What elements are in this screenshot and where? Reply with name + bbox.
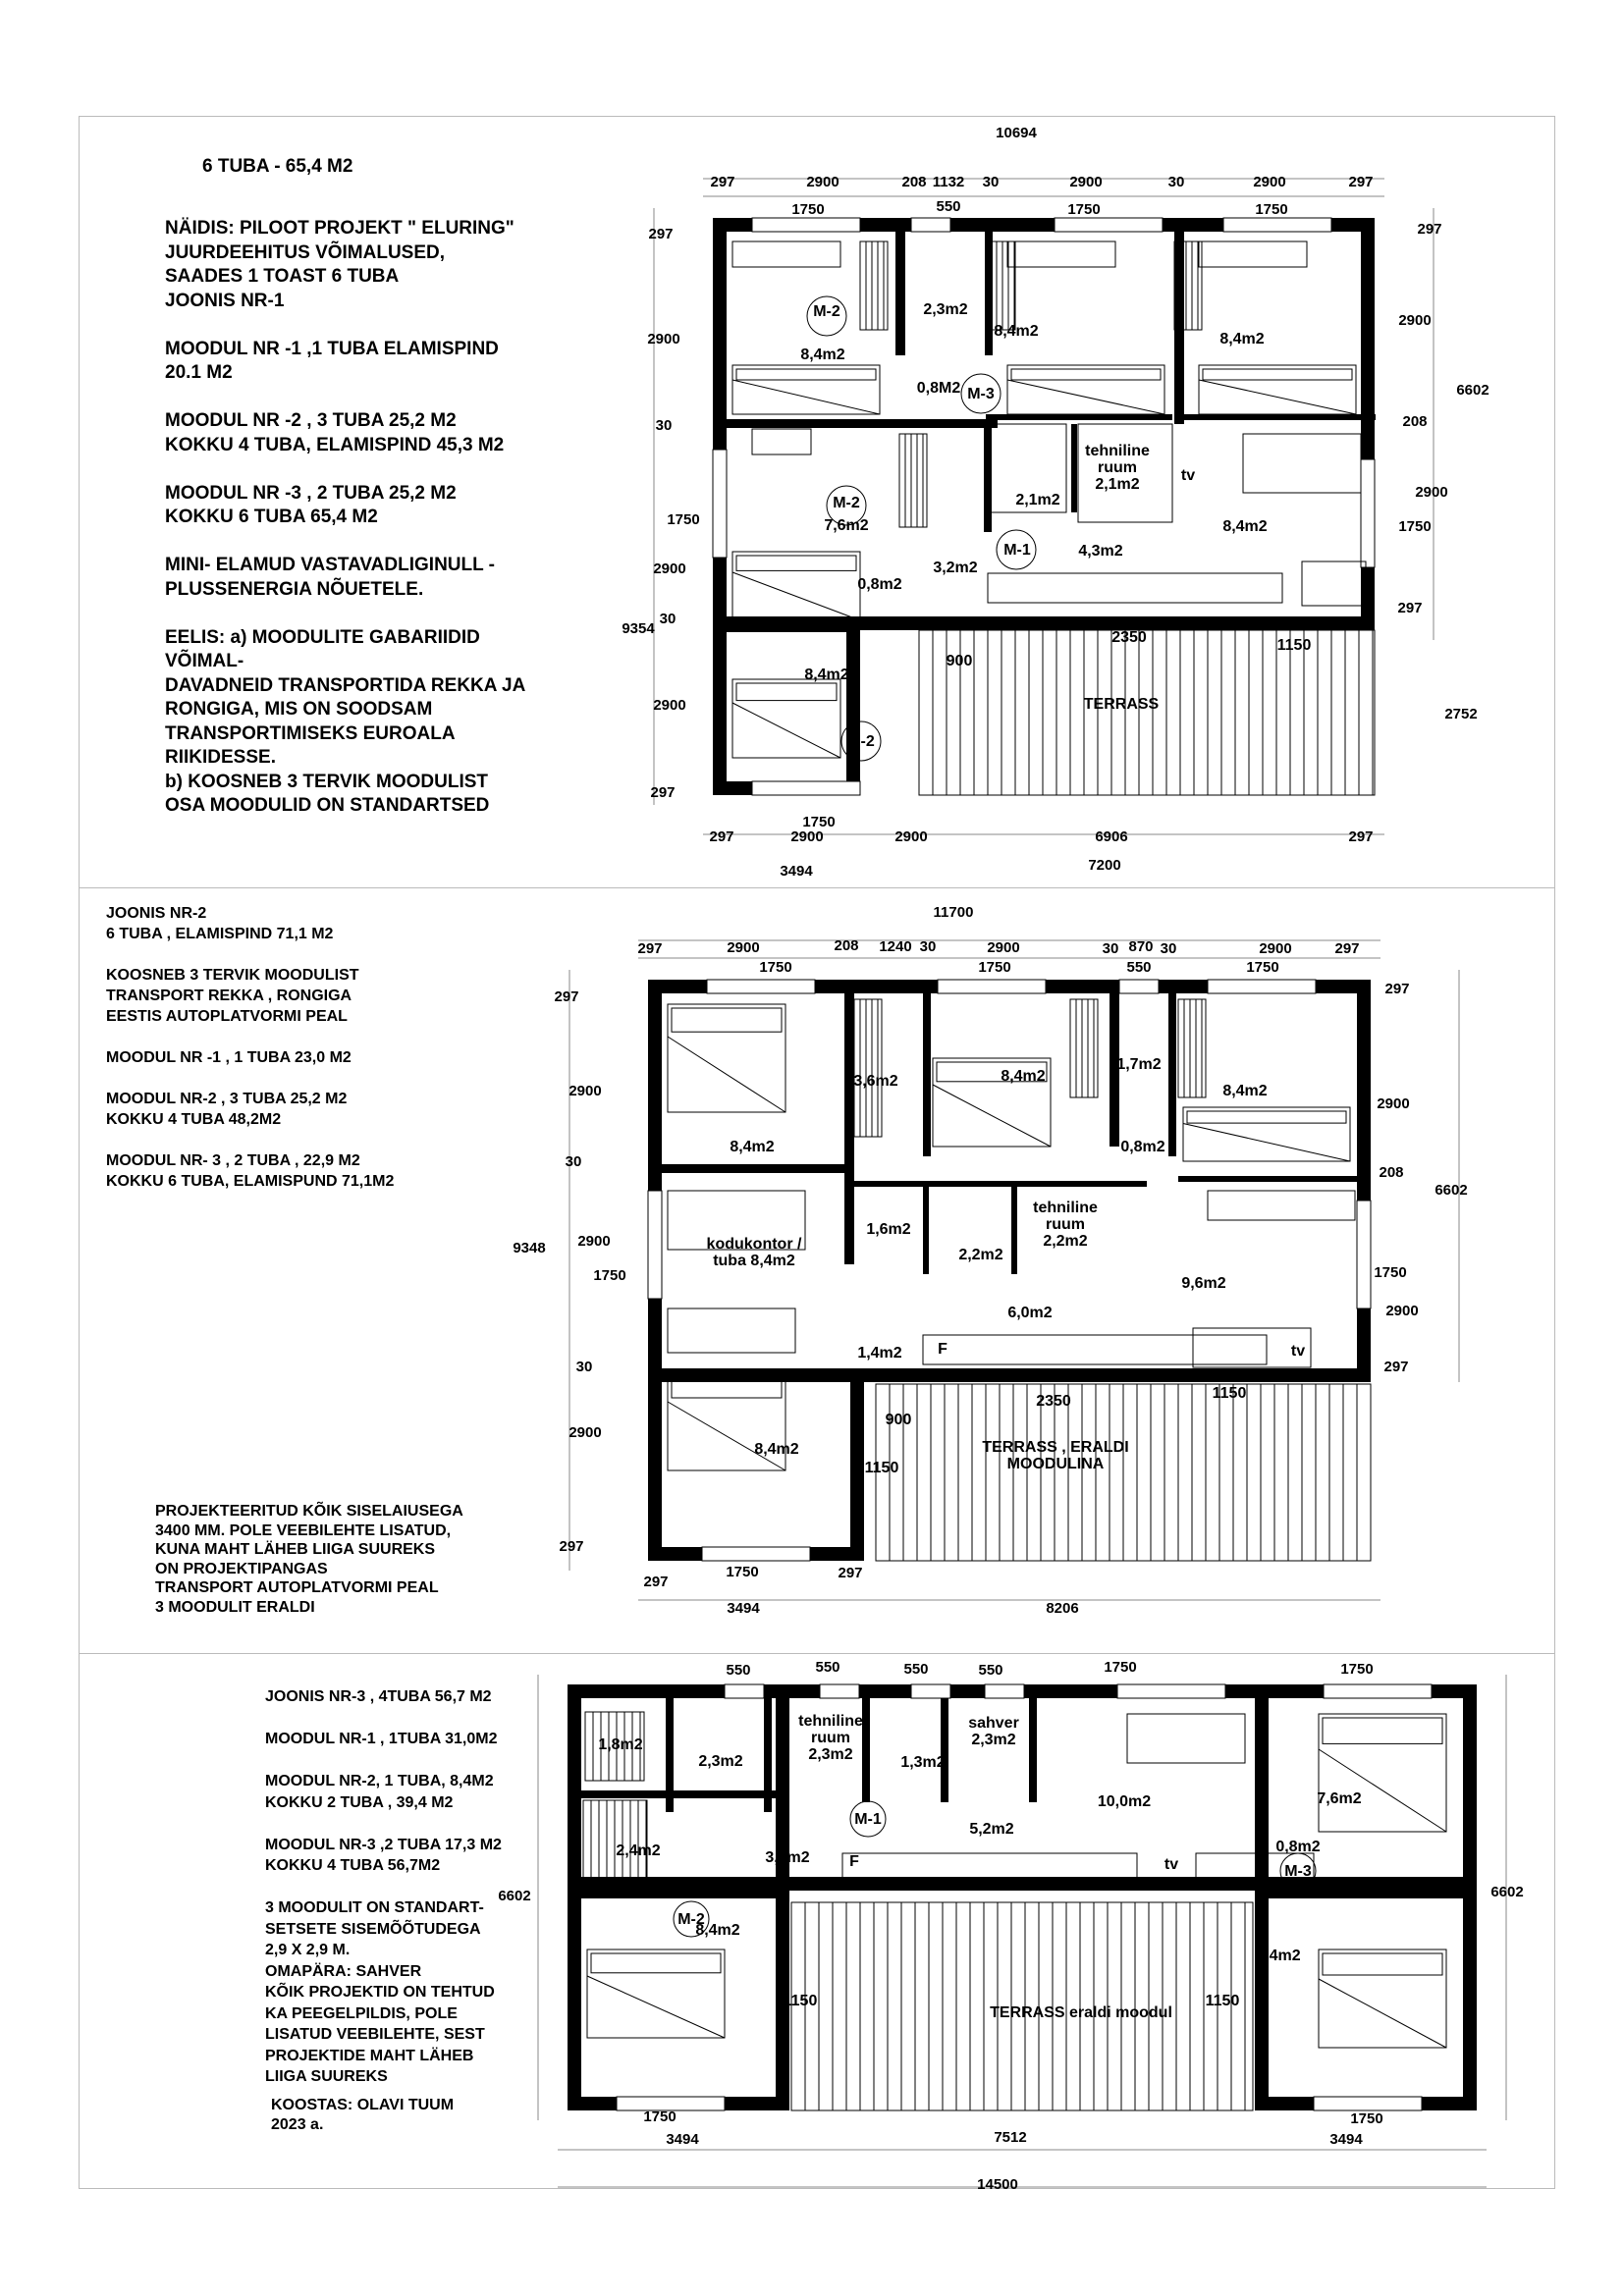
plan1-bed-5-sheet — [732, 703, 840, 758]
plan2-sofa — [1208, 1191, 1355, 1220]
plan2-bed-3-pillow — [1187, 1111, 1346, 1123]
plan2-room-label: 9,6m2 — [1181, 1275, 1226, 1292]
plan2-house-wall-left — [648, 980, 662, 1382]
plan1-dim-right: 2900 — [1415, 484, 1448, 501]
plan2-dim-top: 2900 — [727, 939, 760, 956]
plan2-dim-left: 1750 — [593, 1267, 626, 1284]
plan1-bed-4-frame — [732, 552, 860, 620]
plan3-dim-bottom: 3494 — [666, 2131, 699, 2148]
plan3-dim-top: 550 — [726, 1662, 751, 1679]
plan2-dim-top: 1750 — [1246, 959, 1279, 976]
plan3-wall-d — [941, 1684, 948, 1802]
plan2-wall-g — [1178, 1176, 1371, 1182]
plan2-room-label: 1,7m2 — [1116, 1056, 1162, 1073]
plan3-room-label: 1,8m2 — [598, 1736, 643, 1753]
plan1-room-label: 7,6m2 — [824, 517, 869, 534]
plan3-bed-3-pillow — [1323, 1953, 1442, 1975]
plan2-dim-bottom: 297 — [838, 1565, 863, 1581]
plan3-dim-bottom: 14500 — [977, 2176, 1018, 2193]
plan1-dim-right: 6602 — [1456, 382, 1489, 399]
plan1-wardrobe-0 — [860, 241, 888, 330]
plan2-bed-4-sheet — [668, 1402, 785, 1470]
plan2-room-label: 2350 — [1036, 1393, 1071, 1410]
plan2-dim-bottom: 1750 — [726, 1564, 759, 1580]
plan1-dim-bottom: 2900 — [894, 828, 928, 845]
plan3-wall-f — [568, 1790, 789, 1798]
plan3-dim-top: 550 — [903, 1661, 929, 1678]
plan2-bed-3-sheet — [1183, 1124, 1350, 1162]
plan2-wall-b — [923, 980, 931, 1156]
plan1-dim-left: 30 — [659, 611, 677, 627]
plan2-dim-right: 208 — [1379, 1164, 1404, 1181]
plan1-bed-1-sheet — [732, 380, 880, 414]
plan2-bed-3 — [1183, 1107, 1350, 1161]
plan2-wardrobe-1 — [854, 999, 882, 1137]
plan3-wardrobe-1 — [583, 1800, 647, 1879]
plan1-dim-right: 2900 — [1398, 312, 1432, 329]
plan2-room-label: 900 — [885, 1412, 912, 1428]
plan2-wall-e — [648, 1164, 844, 1173]
plan2-terrace — [876, 1384, 1371, 1561]
plan1-bed-3-frame — [1199, 365, 1356, 414]
plan3-dim-bottom: 1750 — [643, 2109, 677, 2125]
plan1-dim-bottom: 7200 — [1088, 857, 1121, 874]
plan3-room-label: M-3 — [1284, 1863, 1312, 1880]
plan3-room-label: 7,6m2 — [1317, 1790, 1362, 1807]
plan2-dim-top: 1750 — [978, 959, 1011, 976]
plan1-room-label: 2,3m2 — [923, 301, 968, 318]
plan1-dining-table — [1302, 561, 1366, 606]
plan3-room-label: M-1 — [854, 1811, 882, 1828]
plan1-room-label: 0,8M2 — [916, 380, 961, 397]
plan1-dim-left: 30 — [655, 417, 673, 434]
plan1-room-label: M-3 — [967, 386, 995, 402]
plan2-wall-a — [844, 980, 854, 1264]
plan1-window-left — [713, 450, 727, 558]
plan1-dim-top: 10694 — [996, 125, 1037, 141]
plan1-note-line: MOODUL NR -1 ,1 TUBA ELAMISPIND 20.1 M2 — [165, 338, 499, 383]
plan2-kitchen-counter — [923, 1335, 1267, 1364]
plan1-dim-top: 1750 — [791, 201, 825, 218]
plan1-window-top-0 — [752, 218, 860, 232]
plan2-dim-left: 297 — [559, 1538, 584, 1555]
plan1-note-line: MINI- ELAMUD VASTAVADLIGINULL - PLUSSENERGIA NÕUETELE. — [165, 555, 495, 600]
plan2-dim-bottom: 8206 — [1046, 1600, 1079, 1617]
plan3-room-label: 5,2m2 — [969, 1821, 1014, 1838]
plan2-window-top-1 — [938, 980, 1046, 993]
plan2-room-label: 8,4m2 — [1222, 1083, 1268, 1099]
plan2-room-label: kodukontor / tuba 8,4m2 — [706, 1236, 802, 1269]
plan1-wall-g — [1071, 424, 1077, 512]
plan1-room-label: 8,4m2 — [1222, 518, 1268, 535]
plan1-room-label: 8,4m2 — [1219, 331, 1265, 347]
plan1-dim-right: 1750 — [1398, 518, 1432, 535]
plan1-bed-2-sheet — [1007, 380, 1164, 414]
plan3-window-top-2 — [911, 1684, 950, 1698]
plan3-dim-bottom: 3494 — [1329, 2131, 1363, 2148]
plan2-room-label: 8,4m2 — [730, 1139, 775, 1155]
plan1-wall-h — [1184, 414, 1376, 420]
plan1-dim-left: 2900 — [653, 697, 686, 714]
plan2-dim-left: 2900 — [577, 1233, 611, 1250]
plan1-terrace — [919, 630, 1375, 795]
plan2-dim-right: 2900 — [1385, 1303, 1419, 1319]
plan1-window-top-2 — [1055, 218, 1163, 232]
plan3-dim-top: 550 — [978, 1662, 1003, 1679]
plan1-window-top-1 — [911, 218, 950, 232]
plan1-bed-4-pillow — [736, 556, 856, 570]
plan2-bedroom-lower-wall-right — [850, 1368, 864, 1561]
plan1-room-label: 4,3m2 — [1078, 543, 1123, 560]
plan1-room-label: 0,8m2 — [857, 576, 902, 593]
plan2-room-label: 1150 — [1212, 1385, 1247, 1402]
plan3-dim-bottom: 7512 — [994, 2129, 1027, 2146]
plan1-wall-c — [1174, 218, 1184, 424]
plan2-dim-left: 2900 — [568, 1083, 602, 1099]
plan2-dim-right: 6602 — [1435, 1182, 1468, 1199]
plan1-room-label: tehniline ruum 2,1m2 — [1085, 443, 1150, 493]
plan1-desk-2 — [1199, 241, 1307, 267]
plan1-dim-top: 2900 — [1069, 174, 1103, 190]
plan1-room-label: 900 — [946, 653, 973, 669]
plan1-wardrobe-1 — [991, 241, 1015, 330]
plan3-room-label: 8,4m2 — [695, 1922, 740, 1939]
plan3-room-label: 2,3m2 — [698, 1753, 743, 1770]
plan1-dim-top: 30 — [1167, 174, 1185, 190]
plan1-bed-2 — [1007, 365, 1164, 414]
plan1-dim-top: 208 — [901, 174, 927, 190]
plan3-dim-bottom: 1750 — [1350, 2110, 1383, 2127]
plan1-note-line: NÄIDIS: PILOOT PROJEKT " ELURING" JUURDEEHITUS VÕIMALUSED, SAADES 1 TOAST 6 TUBA JOONIS NR-1 — [165, 218, 514, 311]
plan3-bed-1-frame — [587, 1949, 725, 2038]
plan1-wall-f — [986, 414, 1172, 420]
plan3-bed-1 — [587, 1949, 725, 2038]
plan3-dim-top: 550 — [815, 1659, 840, 1676]
plan1-note-line: MOODUL NR -2 , 3 TUBA 25,2 M2 KOKKU 4 TUBA, ELAMISPIND 45,3 M2 — [165, 410, 505, 455]
plan3-author: KOOSTAS: OLAVI TUUM 2023 a. — [271, 2097, 455, 2133]
plan3-bed-3-frame — [1319, 1949, 1446, 2048]
plan1-room-label: 2350 — [1111, 629, 1147, 646]
plan3-bed-2-frame — [1319, 1714, 1446, 1832]
plan3-bed-3 — [1319, 1949, 1446, 2048]
plan2-wardrobe-3 — [1178, 999, 1206, 1097]
plan3-room-label: tehniline ruum 2,3m2 — [798, 1713, 863, 1763]
plan1-bed-1-pillow — [736, 369, 876, 380]
plan1-desk-1 — [1007, 241, 1115, 267]
plan1-dim-top: 2900 — [806, 174, 839, 190]
plan1-window-top-3 — [1223, 218, 1331, 232]
plan1-dim-bottom: 297 — [1348, 828, 1374, 845]
plan2-dim-top: 30 — [1102, 940, 1119, 957]
plan2-dim-top: 30 — [919, 938, 937, 955]
plan2-dim-left: 30 — [575, 1359, 593, 1375]
plan1-dim-bottom: 3494 — [780, 863, 813, 880]
plan2-room-label: TERRASS , ERALDI MOODULINA — [982, 1439, 1129, 1472]
plan1-bed-2-frame — [1007, 365, 1164, 414]
plan1-house-wall-right — [1361, 218, 1375, 630]
plan1-room-label: TERRASS — [1083, 696, 1160, 713]
plan1-dim-top: 550 — [936, 198, 961, 215]
plan2-dim-left: 2900 — [568, 1424, 602, 1441]
plan2-dim-top: 2900 — [987, 939, 1020, 956]
plan1-dim-left: 297 — [648, 226, 674, 242]
plan1-bed-1-frame — [732, 365, 880, 414]
plan3-room-label: 3,4m2 — [765, 1849, 810, 1866]
plan1-room-label: 1150 — [1276, 637, 1312, 654]
plan1-dim-top: 1750 — [1255, 201, 1288, 218]
plan1-dim-right: 297 — [1417, 221, 1442, 238]
plan1-dim-right: 208 — [1402, 413, 1428, 430]
plan2-room-label: 8,4m2 — [1001, 1068, 1046, 1085]
plan3-notes: JOONIS NR-3 , 4TUBA 56,7 M2 MOODUL NR-1 , 1TUBA 31,0M2 MOODUL NR-2, 1 TUBA, 8,4M2 KOKKU 2 TUBA , 39,4 M2 MOODUL NR-3 ,2 TUBA 17,3 M2 KOKKU 4 TUBA 56,7M2 3 MOODULIT ON STANDART- SETSETE SISEMÕÕTUDEGA 2,9 X 2,9 M. OMAPÄRA: SAHVER KÕIK PROJEKTID ON TEHTUD KA PEEGELPILDIS, POLE LISATUD VEEBILEHTE, SEST PROJEKTIDE MAHT LÄHEB LIIGA SUUREKS — [265, 1688, 502, 2085]
plan3-room-label: 0,8m2 — [1275, 1839, 1321, 1855]
plan2-room-label: 1150 — [864, 1460, 899, 1476]
plan1-room-label: M-1 — [1003, 542, 1031, 559]
plan1-bed-3-pillow — [1203, 369, 1352, 380]
plan1-dim-top: 297 — [710, 174, 735, 190]
plan1-dim-top: 2900 — [1253, 174, 1286, 190]
plan3-dim-top: 1750 — [1104, 1659, 1137, 1676]
plan1-wall-a — [895, 218, 905, 355]
plan2-bed-1-frame — [668, 1004, 785, 1112]
plan1-bed-4-sheet — [732, 572, 860, 620]
plan3-room-label: 2,4m2 — [616, 1842, 661, 1859]
plan1-dim-top: 297 — [1348, 174, 1374, 190]
plan1-dim-top: 1750 — [1067, 201, 1101, 218]
plan3-window-top-3 — [985, 1684, 1024, 1698]
plan2-wall-h — [923, 1186, 929, 1274]
plan1-note-line: EELIS: a) MOODULITE GABARIIDID VÕIMAL- DAVADNEID TRANSPORTIDA REKKA JA RONGIGA, MIS ON SOODSAM TRANSPORTIMISEKS EUROALA RIIKIDESSE. b) KOOSNEB 3 TERVIK MOODULIST OSA MOODULID ON STANDARTSED — [165, 626, 526, 816]
plan2-dim-top: 550 — [1126, 959, 1152, 976]
plan1-room-label: 2,1m2 — [1015, 492, 1060, 508]
plan1-dim-left: 297 — [650, 784, 676, 801]
plan2-dim-top: 297 — [1334, 940, 1360, 957]
plan2-room-label: 8,4m2 — [754, 1441, 799, 1458]
plan1-room-label: M-2 — [813, 303, 840, 320]
plan3-dim-right: 6602 — [1490, 1884, 1524, 1900]
plan3-house-top-wall-bottom — [568, 1877, 1477, 1891]
plan3-dim-top: 1750 — [1340, 1661, 1374, 1678]
plan1-kitchen-counter — [988, 573, 1282, 603]
plan2-bedroom-lower-wall-top — [648, 1368, 864, 1382]
plan3-room-label: F — [849, 1853, 859, 1870]
plan3-room-label: TERRASS eraldi moodul — [990, 2004, 1172, 2021]
plan3-bed-2 — [1319, 1714, 1446, 1832]
plan3-window-top-5 — [1324, 1684, 1432, 1698]
plan3-room-label: 1150 — [783, 1993, 818, 2009]
plan2-wall-i — [1011, 1186, 1017, 1274]
plan1-room-label: M-2 — [847, 733, 875, 750]
plan2-dim-top: 870 — [1128, 938, 1154, 955]
plan2-dim-top: 2900 — [1259, 940, 1292, 957]
plan2-window-top-2 — [1119, 980, 1159, 993]
plan2-wardrobe-2 — [1070, 999, 1098, 1097]
plan1-window-bottom — [752, 781, 860, 795]
plan1-dim-bottom: 1750 — [802, 814, 836, 830]
plan1-bed-5-frame — [732, 679, 840, 758]
plan2-window-right — [1357, 1201, 1371, 1308]
plan1-dim-left: 9354 — [622, 620, 655, 637]
plan1-wall-d — [713, 419, 998, 428]
plan1-dim-top: 30 — [982, 174, 1000, 190]
plan2-bed-3-frame — [1183, 1107, 1350, 1161]
plan1-room-label: M-2 — [833, 495, 860, 511]
plan2-bed-1-sheet — [668, 1037, 785, 1112]
plan2-window-top-3 — [1208, 980, 1316, 993]
plan3-wall-h — [1255, 1891, 1477, 1898]
plan2-room-label: F — [938, 1341, 947, 1358]
plan2-bed-2-sheet — [933, 1085, 1051, 1147]
plan3-window-top-1 — [820, 1684, 859, 1698]
plan1-dim-left: 1750 — [667, 511, 700, 528]
plan2-dim-top: 11700 — [933, 904, 974, 921]
plan3-bed-1-pillow — [591, 1953, 721, 1973]
plan2-dim-top: 1750 — [759, 959, 792, 976]
plan2-dim-left: 9348 — [513, 1240, 546, 1256]
plan2-room-label: 2,2m2 — [958, 1247, 1003, 1263]
plan1-bed-3 — [1199, 365, 1356, 414]
plan3-bed-2-pillow — [1323, 1718, 1442, 1743]
plan2-dim-top: 208 — [834, 937, 859, 954]
plan2-bed-1-pillow — [672, 1008, 782, 1032]
plan1-room-label: 3,2m2 — [933, 560, 978, 576]
plan1-bedroom3-wall-left — [713, 618, 727, 795]
plan2-room-label: tehniline ruum 2,2m2 — [1033, 1200, 1098, 1250]
plan2-dim-bottom: 3494 — [727, 1600, 760, 1617]
plan1-bed-4 — [732, 552, 860, 620]
plan1-dim-right: 297 — [1397, 600, 1423, 616]
plan3-room-label: 1150 — [1205, 1993, 1240, 2009]
plan1-dim-top: 1132 — [932, 174, 965, 190]
plan1-bed-1 — [732, 365, 880, 414]
plan1-wall-b — [985, 218, 993, 355]
plan3-room-label: tv — [1164, 1856, 1179, 1873]
plan1-desk-0 — [732, 241, 840, 267]
plan3-window-bottom-right — [1314, 2097, 1422, 2110]
plan1-dim-right: 2752 — [1444, 706, 1478, 722]
plan3-room-label: 8,4m2 — [1256, 1948, 1301, 1964]
plan3-window-top-0 — [725, 1684, 764, 1698]
plan3-room-label: 1,3m2 — [900, 1754, 946, 1771]
plan2-room-label: 6,0m2 — [1007, 1305, 1053, 1321]
plan2-dim-top: 297 — [637, 940, 663, 957]
plan2-bed-1 — [668, 1004, 785, 1112]
plan1-dim-bottom: 6906 — [1095, 828, 1128, 845]
plan3-sofa — [1127, 1714, 1245, 1763]
plan2-notes: JOONIS NR-2 6 TUBA , ELAMISPIND 71,1 M2 KOOSNEB 3 TERVIK MOODULIST TRANSPORT REKKA , RONGIGA EESTIS AUTOPLATVORMI PEAL MOODUL NR -1 , 1 TUBA 23,0 M2 MOODUL NR-2 , 3 TUBA 25,2 M2 KOKKU 4 TUBA 48,2M2 MOODUL NR- 3 , 2 TUBA , 22,9 M2 KOKKU 6 TUBA, ELAMISPUND 71,1M2 — [106, 905, 395, 1190]
plan3-bed-1-sheet — [587, 1976, 725, 2038]
plan1-note-line: 6 TUBA - 65,4 M2 — [202, 156, 353, 177]
plan2-room-label: 1,6m2 — [866, 1221, 911, 1238]
plan2-sofa-office — [668, 1308, 795, 1353]
plan2-dim-right: 297 — [1383, 1359, 1409, 1375]
plan2-window-left — [648, 1191, 662, 1299]
plan1-room-label: tv — [1180, 467, 1196, 484]
plan2-dim-bottom: 297 — [643, 1574, 669, 1590]
plan2-dim-right: 2900 — [1377, 1095, 1410, 1112]
plan2-dim-top: 30 — [1160, 940, 1177, 957]
plan2-window-bottom — [702, 1547, 810, 1561]
plan2-window-top-0 — [707, 980, 815, 993]
plan1-dim-left: 2900 — [653, 561, 686, 577]
plan3-wall-c — [862, 1684, 870, 1802]
plan1-sofa — [1243, 434, 1361, 493]
plan2-room-label: tv — [1290, 1343, 1306, 1360]
plan2-room-label: 1,4m2 — [857, 1345, 902, 1362]
plan1-dim-bottom: 297 — [709, 828, 734, 845]
plan1-room-label: 8,4m2 — [804, 667, 849, 683]
plan1-dim-bottom: 2900 — [790, 828, 824, 845]
plan3-bed-3-sheet — [1319, 1979, 1446, 2048]
plan1-bedroom3-wall — [713, 630, 860, 795]
plan3-room-label: M-2 — [677, 1911, 705, 1928]
plan1-dim-left: 2900 — [647, 331, 680, 347]
plan3-dim-left: 6602 — [498, 1888, 531, 1904]
plan3-wall-e — [1029, 1684, 1037, 1802]
plan2-bottom-notes: PROJEKTEERITUD KÕIK SISELAIUSEGA 3400 MM. POLE VEEBILEHTE LISATUD, KUNA MAHT LÄHEB LIIGA SUUREKS ON PROJEKTIPANGAS TRANSPORT AUTOPLATVORMI PEAL 3 MOODULIT ERALDI — [155, 1503, 463, 1616]
plan2-dim-right: 297 — [1384, 981, 1410, 997]
plan3-window-top-4 — [1117, 1684, 1225, 1698]
plan1-room-label: 8,4m2 — [800, 347, 845, 363]
plan1-note-line: MOODUL NR -3 , 2 TUBA 25,2 M2 KOKKU 6 TUBA 65,4 M2 — [165, 482, 457, 527]
plan2-dim-right: 1750 — [1374, 1264, 1407, 1281]
plan2-wall-d — [1168, 980, 1176, 1156]
plan2-wall-f — [852, 1181, 1147, 1187]
plan1-bedroom3-wall-right — [846, 618, 860, 795]
plan2-room-label: 0,8m2 — [1120, 1139, 1165, 1155]
plan1-bed-2-pillow — [1011, 369, 1161, 380]
plan2-bedroom-lower-wall-left — [648, 1368, 662, 1561]
plan2-dim-left: 30 — [565, 1153, 582, 1170]
plan1-desk-3 — [752, 429, 811, 454]
plan1-window-right — [1361, 459, 1375, 567]
plan1-bed-5 — [732, 679, 840, 758]
plan3-room-label: sahver 2,3m2 — [968, 1715, 1019, 1748]
plan1-wardrobe-3 — [899, 434, 927, 527]
plan3-wall-g — [568, 1891, 789, 1898]
plan1-bed-5-pillow — [736, 683, 837, 701]
plan2-room-label: 3,6m2 — [853, 1073, 898, 1090]
plan1-bed-3-sheet — [1199, 380, 1356, 414]
plan2-dim-left: 297 — [554, 988, 579, 1005]
plan3-room-label: 10,0m2 — [1097, 1793, 1152, 1810]
plan1-room-label: 8,4m2 — [994, 323, 1039, 340]
plan2-dim-top: 1240 — [879, 938, 912, 955]
